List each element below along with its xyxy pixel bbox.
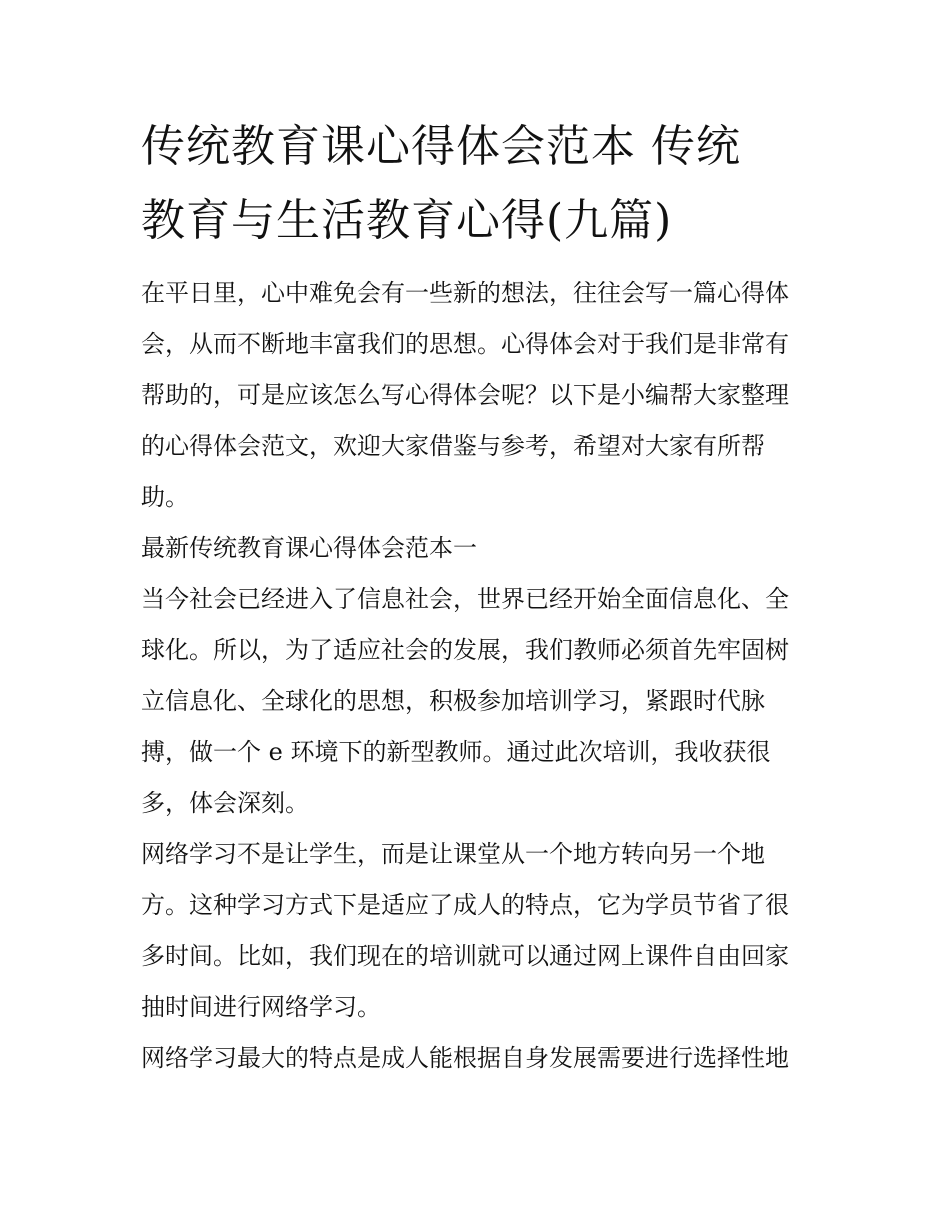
document-title [141, 110, 813, 258]
title-line: 传统教育课心得体会范本 传统 [141, 121, 741, 172]
document-content [141, 110, 813, 1084]
paragraph-line: 网络学习不是让学生，而是让课堂从一个地方转向另一个地 [141, 840, 765, 868]
document-body [141, 268, 813, 1084]
section-heading: 最新传统教育课心得体会范本一 [141, 534, 477, 562]
title-line: 教育与生活教育心得(九篇) [141, 195, 673, 246]
paragraph-line: 在平日里，心中难免会有一些新的想法，往往会写一篇心得体 [141, 279, 789, 307]
paragraph-line: 助。 [141, 483, 189, 511]
paragraph-line: 网络学习最大的特点是成人能根据自身发展需要进行选择性地 [141, 1044, 789, 1072]
paragraph-line: 立信息化、全球化的思想，积极参加培训学习，紧跟时代脉 [141, 687, 765, 715]
paragraph-line: 抽时间进行网络学习。 [141, 993, 381, 1021]
paragraph-line: 球化。所以，为了适应社会的发展，我们教师必须首先牢固树 [141, 636, 789, 664]
paragraph-line: 当今社会已经进入了信息社会，世界已经开始全面信息化、全 [141, 585, 789, 613]
paragraph-line: 方。这种学习方式下是适应了成人的特点，它为学员节省了很 [141, 891, 789, 919]
paragraph-line: 的心得体会范文，欢迎大家借鉴与参考，希望对大家有所帮 [141, 432, 765, 460]
paragraph-line: 会，从而不断地丰富我们的思想。心得体会对于我们是非常有 [141, 330, 789, 358]
paragraph-line: 搏，做一个 e 环境下的新型教师。通过此次培训，我收获很 [141, 738, 771, 766]
paragraph-line: 多，体会深刻。 [141, 789, 309, 817]
paragraph-line: 帮助的，可是应该怎么写心得体会呢？以下是小编帮大家整理 [141, 381, 789, 409]
paragraph-line: 多时间。比如，我们现在的培训就可以通过网上课件自由回家 [141, 942, 789, 970]
